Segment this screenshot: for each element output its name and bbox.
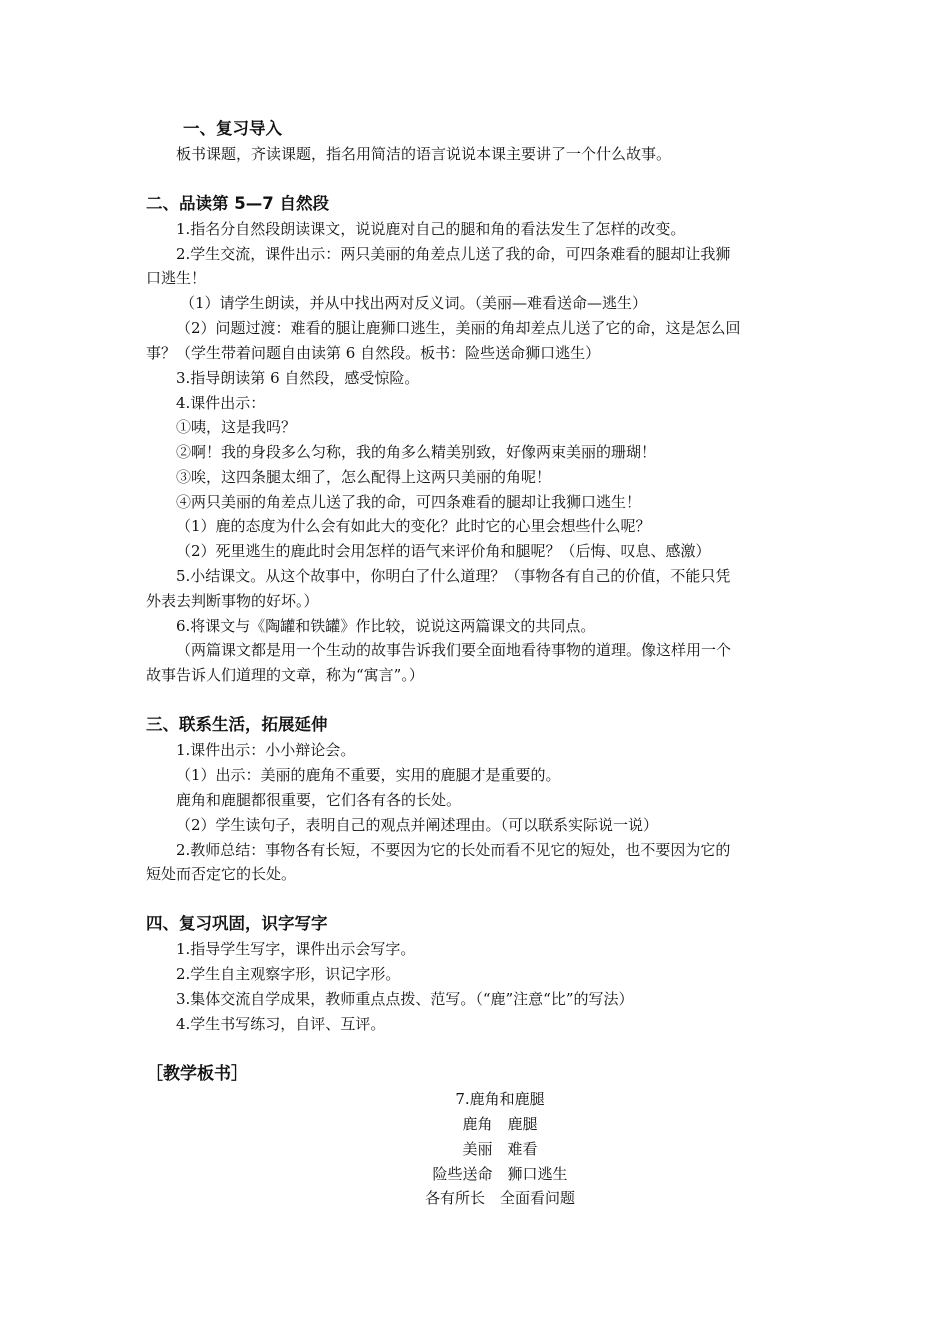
paragraph-line: 3.集体交流自学成果，教师重点点拨、范写。（“鹿”注意“比”的写法）	[176, 990, 634, 1008]
board-heading: ［教学板书］	[146, 1064, 248, 1084]
paragraph-line: 板书课题，齐读课题，指名用简洁的语言说说本课主要讲了一个什么故事。	[176, 145, 672, 163]
paragraph-line: 2.学生交流，课件出示：两只美丽的角差点儿送了我的命，可四条难看的腿却让我狮	[176, 245, 731, 263]
paragraph-line: 1.课件出示：小小辩论会。	[176, 741, 356, 759]
section-heading-life-extension: 三、联系生活，拓展延伸	[146, 715, 328, 734]
section-heading-review-intro: 一、复习导入	[183, 119, 282, 138]
paragraph-line: 故事告诉人们道理的文章，称为“寓言”。）	[146, 666, 424, 684]
board-row: 险些送命 狮口逃生	[432, 1165, 568, 1183]
paragraph-line: ④两只美丽的角差点儿送了我的命，可四条难看的腿却让我狮口逃生！	[176, 493, 642, 511]
paragraph-line: 5.小结课文。从这个故事中，你明白了什么道理？（事物各有自己的价值，不能只凭	[176, 567, 731, 585]
paragraph-line: 1.指名分自然段朗读课文，说说鹿对自己的腿和角的看法发生了怎样的改变。	[176, 220, 686, 238]
paragraph-line: 4.课件出示：	[176, 394, 266, 412]
paragraph-line: 4.学生书写练习，自评、互评。	[176, 1015, 386, 1033]
paragraph-line: ①咦，这是我吗？	[176, 418, 297, 436]
paragraph-line: 2.学生自主观察字形，识记字形。	[176, 965, 401, 983]
paragraph-line: ②啊！我的身段多么匀称，我的角多么精美别致，好像两束美丽的珊瑚！	[176, 443, 657, 461]
paragraph-line: ③唉，这四条腿太细了，怎么配得上这两只美丽的角呢！	[176, 468, 552, 486]
paragraph-line: （2）死里逃生的鹿此时会用怎样的语气来评价角和腿呢？（后悔、叹息、感激）	[176, 542, 711, 560]
paragraph-line: 外表去判断事物的好坏。）	[146, 592, 319, 610]
paragraph-line: （2）学生读句子，表明自己的观点并阐述理由。（可以联系实际说一说）	[176, 816, 659, 834]
paragraph-line: 3.指导朗读第 6 自然段，感受惊险。	[176, 369, 420, 387]
paragraph-line: 2.教师总结：事物各有长短，不要因为它的长处而看不见它的短处，也不要因为它的	[176, 841, 731, 859]
paragraph-line: 1.指导学生写字，课件出示会写字。	[176, 940, 416, 958]
paragraph-line: （两篇课文都是用一个生动的故事告诉我们要全面地看待事物的道理。像这样用一个	[176, 641, 732, 659]
paragraph-line: 6.将课文与《陶罐和铁罐》作比较，说说这两篇课文的共同点。	[176, 617, 596, 635]
paragraph-line: （1）鹿的态度为什么会有如此大的变化？此时它的心里会想些什么呢？	[176, 517, 651, 535]
board-title: 7.鹿角和鹿腿	[455, 1090, 545, 1108]
section-heading-consolidation: 四、复习巩固，识字写字	[146, 914, 328, 933]
paragraph-line: 短处而否定它的长处。	[146, 865, 297, 883]
paragraph-line: 事？（学生带着问题自由读第 6 自然段。板书：险些送命狮口逃生）	[146, 344, 601, 362]
section-heading-reading: 二、品读第 5—7 自然段	[146, 194, 329, 213]
board-row: 美丽 难看	[462, 1140, 538, 1158]
paragraph-line: 口逃生！	[146, 269, 207, 287]
paragraph-line: （2）问题过渡：难看的腿让鹿狮口逃生，美丽的角却差点儿送了它的命，这是怎么回	[176, 319, 741, 337]
paragraph-line: （1）出示：美丽的鹿角不重要，实用的鹿腿才是重要的。	[176, 766, 561, 784]
board-row: 各有所长 全面看问题	[424, 1189, 575, 1207]
board-row: 鹿角 鹿腿	[462, 1115, 538, 1133]
paragraph-line: 鹿角和鹿腿都很重要，它们各有各的长处。	[176, 791, 462, 809]
paragraph-line: （1）请学生朗读，并从中找出两对反义词。（美丽—难看送命—逃生）	[180, 294, 648, 312]
